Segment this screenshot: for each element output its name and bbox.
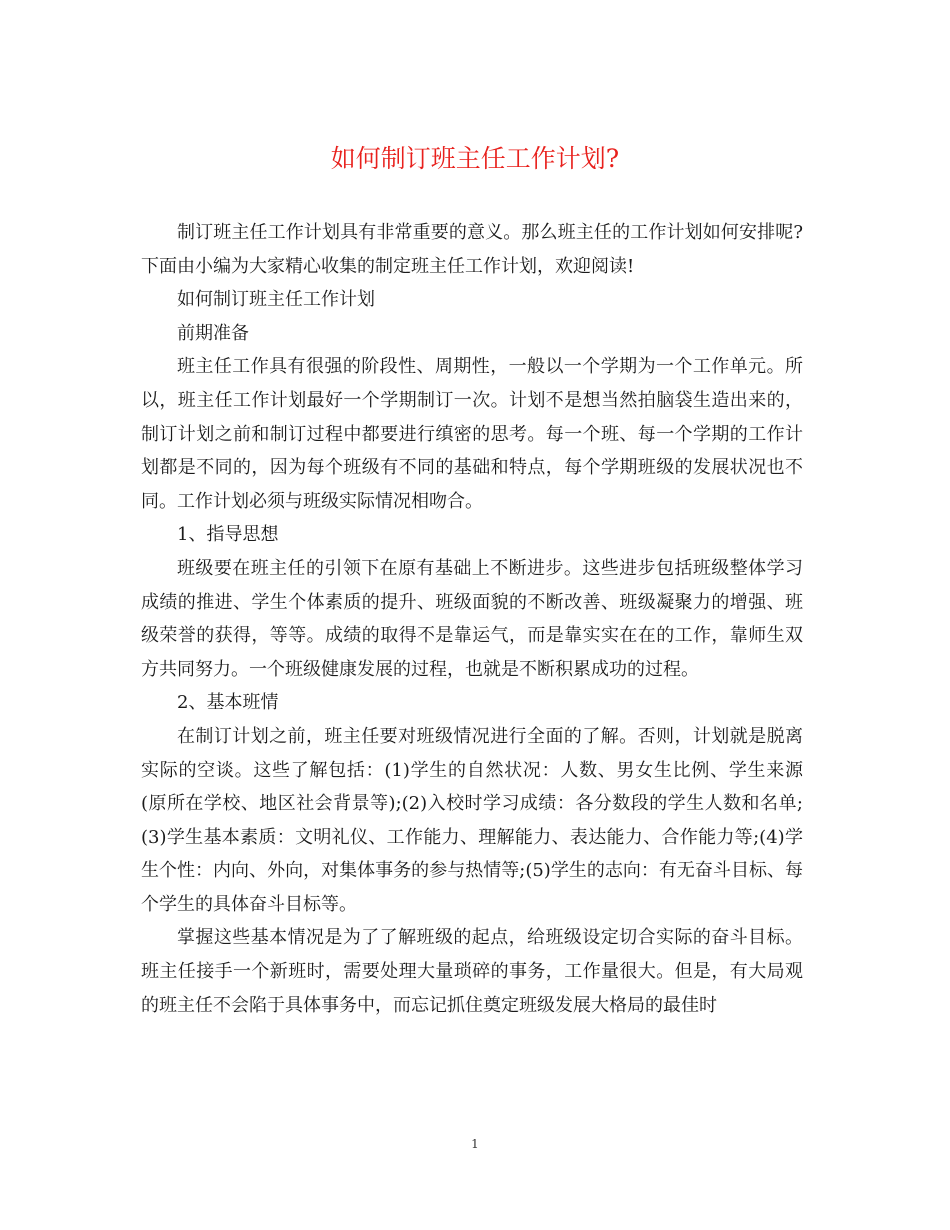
heading-preparation: 前期准备 [177,322,249,344]
heading-class-situation: 2、基本班情 [177,692,279,714]
paragraph-intro: 制订班主任工作计划具有非常重要的意义。那么班主任的工作计划如何安排呢?下面由小编为大家精心收集的制定班主任工作计划，欢迎阅读! [141,222,803,277]
paragraph-preparation: 班主任工作具有很强的阶段性、周期性，一般以一个学期为一个工作单元。所以，班主任工作计划最好一个学期制订一次。计划不是想当然拍脑袋生造出来的，制订计划之前和制订过程中都要进行缜密的思考。每一个班、每一个学期的工作计划都是不同的，因为每个班级有不同的基础和特点，每个学期班级的发展状况也不同。工作计划必须与班级实际情况相吻合。 [141,356,803,512]
heading-how-to: 如何制订班主任工作计划 [177,289,375,311]
page-number: 1 [471,1137,479,1151]
document-title: 如何制订班主任工作计划? [330,144,620,173]
heading-guiding-idea: 1、指导思想 [177,524,279,546]
paragraph-class-situation: 在制订计划之前，班主任要对班级情况进行全面的了解。否则，计划就是脱离实际的空谈。这些了解包括：(1)学生的自然状况：人数、男女生比例、学生来源(原所在学校、地区社会背景等);(2)入校时学习成绩：各分数段的学生人数和名单;(3)学生基本素质：文明礼仪、工作能力、理解能力、表达能力、合作能力等;(4)学生个性：内向、外向，对集体事务的参与热情等;(5)学生的志向：有无奋斗目标、每个学生的具体奋斗目标等。 [141,725,803,915]
document-body [141,216,803,1022]
paragraph-starting-point: 掌握这些基本情况是为了了解班级的起点，给班级设定切合实际的奋斗目标。班主任接手一个新班时，需要处理大量琐碎的事务，工作量很大。但是，有大局观的班主任不会陷于具体事务中，而忘记抓住奠定班级发展大格局的最佳时 [141,927,803,1016]
paragraph-guiding-idea: 班级要在班主任的引领下在原有基础上不断进步。这些进步包括班级整体学习成绩的推进、学生个体素质的提升、班级面貌的不断改善、班级凝聚力的增强、班级荣誉的获得，等等。成绩的取得不是靠运气，而是靠实实在在的工作，靠师生双方共同努力。一个班级健康发展的过程，也就是不断积累成功的过程。 [141,557,803,680]
